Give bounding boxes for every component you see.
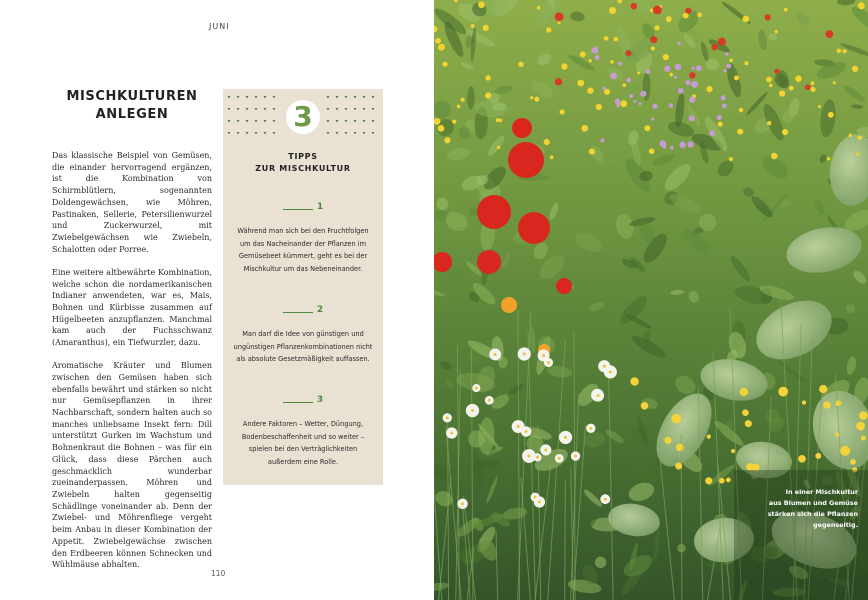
- tip-1-heading: [223, 202, 383, 212]
- title-line-1: MISCHKULTUREN: [66, 89, 198, 104]
- caption-line-4: gegenseitig.: [813, 521, 858, 529]
- page-number: 110: [211, 569, 226, 578]
- tip-2-number: 2: [316, 305, 324, 315]
- running-head: JUNI: [209, 22, 230, 31]
- tip-3-number: 3: [316, 395, 324, 405]
- tips-title-line-1: TIPPS: [288, 152, 318, 161]
- tip-2-rule: [283, 312, 313, 313]
- tip-1-number: 1: [316, 202, 324, 212]
- tips-box: [223, 89, 383, 485]
- caption-line-2: aus Blumen und Gemüse: [768, 499, 858, 507]
- body-text: [52, 150, 212, 582]
- paragraph-1: Das klassische Beispiel von Gemüsen, die einander hervorragend ergänzen, ist die Kombination von Schirmblütlern, sogenannten Doldengewächsen, wie Möhren, Pastinaken, Sellerie, Petersilienwurzel und Zuckerwurzel, mit Zwiebelgewächsen wie Zwiebeln, Schalotten oder Porree.: [52, 151, 212, 254]
- caption-line-1: In einer Mischkultur: [785, 488, 858, 496]
- tip-1-rule: [283, 209, 313, 210]
- page-title: [52, 88, 212, 124]
- tips-number-badge: 3: [286, 100, 320, 134]
- tip-2-heading: [223, 305, 383, 315]
- tips-title-line-2: ZUR MISCHKULTUR: [255, 164, 351, 173]
- right-page: [434, 0, 868, 600]
- tip-3-text: Andere Faktoren – Wetter, Düngung, Bodenbeschaffenheit und so weiter – spielen bei den Verträglichkeiten außerdem eine Rolle.: [241, 420, 365, 466]
- paragraph-3: Aromatische Kräuter und Blumen zwischen den Gemüsen haben sich ebenfalls bewährt und stärken so nicht nur Gemüsepflanzen in ihrer Nachbarschaft, sondern halten auch so manches unliebsame Insekt fern: Dill unterstützt Gurken im Wachstum und Bohnenkraut die Bohnen – was für ein Glück, dass diese Pärchen auch geschmacklich wunderbar zueinanderpassen. Möhren und Zwiebeln halten gegenseitig Schädlinge voneinander ab. Denn der Zwiebel- und Möhrenfliege vergeht beim Anbau in dieser Kombination der Appetit. Zwiebelgewächse zwischen den Erdbeeren können Schnecken und Wühlmäuse abhalten.: [52, 361, 212, 570]
- caption-line-3: stärken sich die Pflanzen: [767, 510, 858, 518]
- tip-3-rule: [283, 402, 313, 403]
- tip-2-text: Man darf die Idee von günstigen und ungünstigen Pflanzenkombinationen nicht als absolute Gesetzmäßigkeit auffassen.: [233, 330, 373, 364]
- tips-box-title: [223, 151, 383, 175]
- paragraph-2: Eine weitere altbewährte Kombination, welche schon die nordamerikanischen Indianer anwendeten, war es, Mais, Bohnen und Kürbisse zusammen auf Hügelbeeten anzupflanzen. Manchmal kam auch der Fuchsschwanz (Amaranthus), ein Tiefwurzler, dazu.: [52, 267, 212, 348]
- tip-1-text: Während man sich bei den Fruchtfolgen um das Nacheinander der Pflanzen im Gemüsebeet kümmert, geht es bei der Mischkultur um das Nebeneinander.: [237, 227, 369, 273]
- photo-caption: [752, 487, 858, 531]
- tip-3-heading: [223, 395, 383, 405]
- title-line-2: ANLEGEN: [95, 107, 169, 122]
